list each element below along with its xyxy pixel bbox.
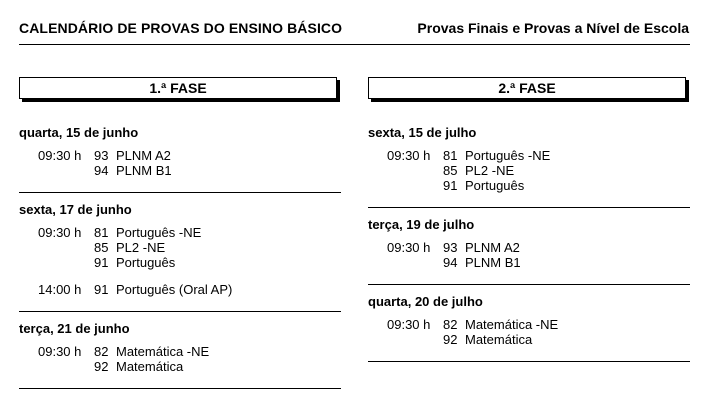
exam-name: Matemática -NE <box>116 344 210 359</box>
exam-code: 85 <box>443 163 458 178</box>
exam-date: terça, 21 de junho <box>19 321 130 336</box>
exam-code: 93 <box>443 240 458 255</box>
exam-time: 14:00 h <box>38 282 82 297</box>
exam-time: 09:30 h <box>38 344 82 359</box>
exam-list <box>94 225 201 270</box>
exam-name: PLNM A2 <box>465 240 520 255</box>
exam-time: 09:30 h <box>38 225 82 240</box>
exam-code: 94 <box>94 163 109 178</box>
time-slot <box>19 282 341 297</box>
exam-name: Matemática <box>116 359 184 374</box>
exam-row <box>443 240 521 255</box>
header-divider <box>19 44 690 45</box>
exam-row <box>443 255 521 270</box>
phase-2-column <box>368 77 690 371</box>
exam-row <box>443 148 550 163</box>
exam-row <box>94 282 232 297</box>
document-subtitle: Provas Finais e Provas a Nível de Escola <box>417 20 689 36</box>
exam-row <box>443 317 558 332</box>
exam-day <box>19 125 341 193</box>
exam-row <box>94 163 172 178</box>
exam-list <box>94 282 232 297</box>
exam-row <box>94 344 209 359</box>
exam-day <box>19 321 341 389</box>
exam-row <box>94 148 172 163</box>
exam-list <box>443 317 558 347</box>
exam-code: 92 <box>94 359 109 374</box>
exam-name: Português <box>465 178 525 193</box>
exam-date: sexta, 15 de julho <box>368 125 477 140</box>
exam-name: Matemática <box>465 332 533 347</box>
exam-row <box>443 163 550 178</box>
exam-name: PL2 -NE <box>116 240 166 255</box>
exam-name: PL2 -NE <box>465 163 515 178</box>
exam-name: PLNM A2 <box>116 148 171 163</box>
exam-code: 91 <box>443 178 458 193</box>
exam-day <box>368 125 690 208</box>
exam-name: Matemática -NE <box>465 317 559 332</box>
exam-code: 81 <box>94 225 109 240</box>
exam-list <box>443 148 550 193</box>
document-title: CALENDÁRIO DE PROVAS DO ENSINO BÁSICO <box>19 20 343 36</box>
exam-time: 09:30 h <box>38 148 82 163</box>
phase-1-column <box>19 77 341 398</box>
exam-date: sexta, 17 de junho <box>19 202 132 217</box>
exam-name: PLNM B1 <box>465 255 521 270</box>
exam-time: 09:30 h <box>387 240 431 255</box>
exam-row <box>94 225 201 240</box>
exam-list <box>443 240 521 270</box>
exam-code: 91 <box>94 282 109 297</box>
exam-date: terça, 19 de julho <box>368 217 475 232</box>
phase-header: 2.ª FASE <box>368 77 686 99</box>
exam-date: quarta, 15 de junho <box>19 125 139 140</box>
exam-name: Português <box>116 255 176 270</box>
exam-code: 82 <box>94 344 109 359</box>
exam-list <box>94 148 172 178</box>
exam-list <box>94 344 209 374</box>
exam-row <box>94 255 201 270</box>
exam-code: 81 <box>443 148 458 163</box>
exam-name: Português (Oral AP) <box>116 282 233 297</box>
exam-name: Português -NE <box>116 225 202 240</box>
exam-day <box>368 294 690 362</box>
exam-code: 82 <box>443 317 458 332</box>
exam-name: Português -NE <box>465 148 551 163</box>
time-slot <box>19 148 341 178</box>
exam-time: 09:30 h <box>387 317 431 332</box>
exam-time: 09:30 h <box>387 148 431 163</box>
exam-code: 85 <box>94 240 109 255</box>
time-slot <box>19 344 341 374</box>
exam-row <box>443 178 550 193</box>
exam-row <box>94 240 201 255</box>
time-slot <box>368 148 690 193</box>
exam-name: PLNM B1 <box>116 163 172 178</box>
exam-day <box>368 217 690 285</box>
exam-code: 91 <box>94 255 109 270</box>
phase-header: 1.ª FASE <box>19 77 337 99</box>
exam-date: quarta, 20 de julho <box>368 294 483 309</box>
time-slot <box>368 240 690 270</box>
time-slot <box>19 225 341 270</box>
time-slot <box>368 317 690 347</box>
exam-row <box>443 332 558 347</box>
exam-day <box>19 202 341 312</box>
exam-code: 93 <box>94 148 109 163</box>
exam-code: 92 <box>443 332 458 347</box>
exam-code: 94 <box>443 255 458 270</box>
exam-row <box>94 359 209 374</box>
